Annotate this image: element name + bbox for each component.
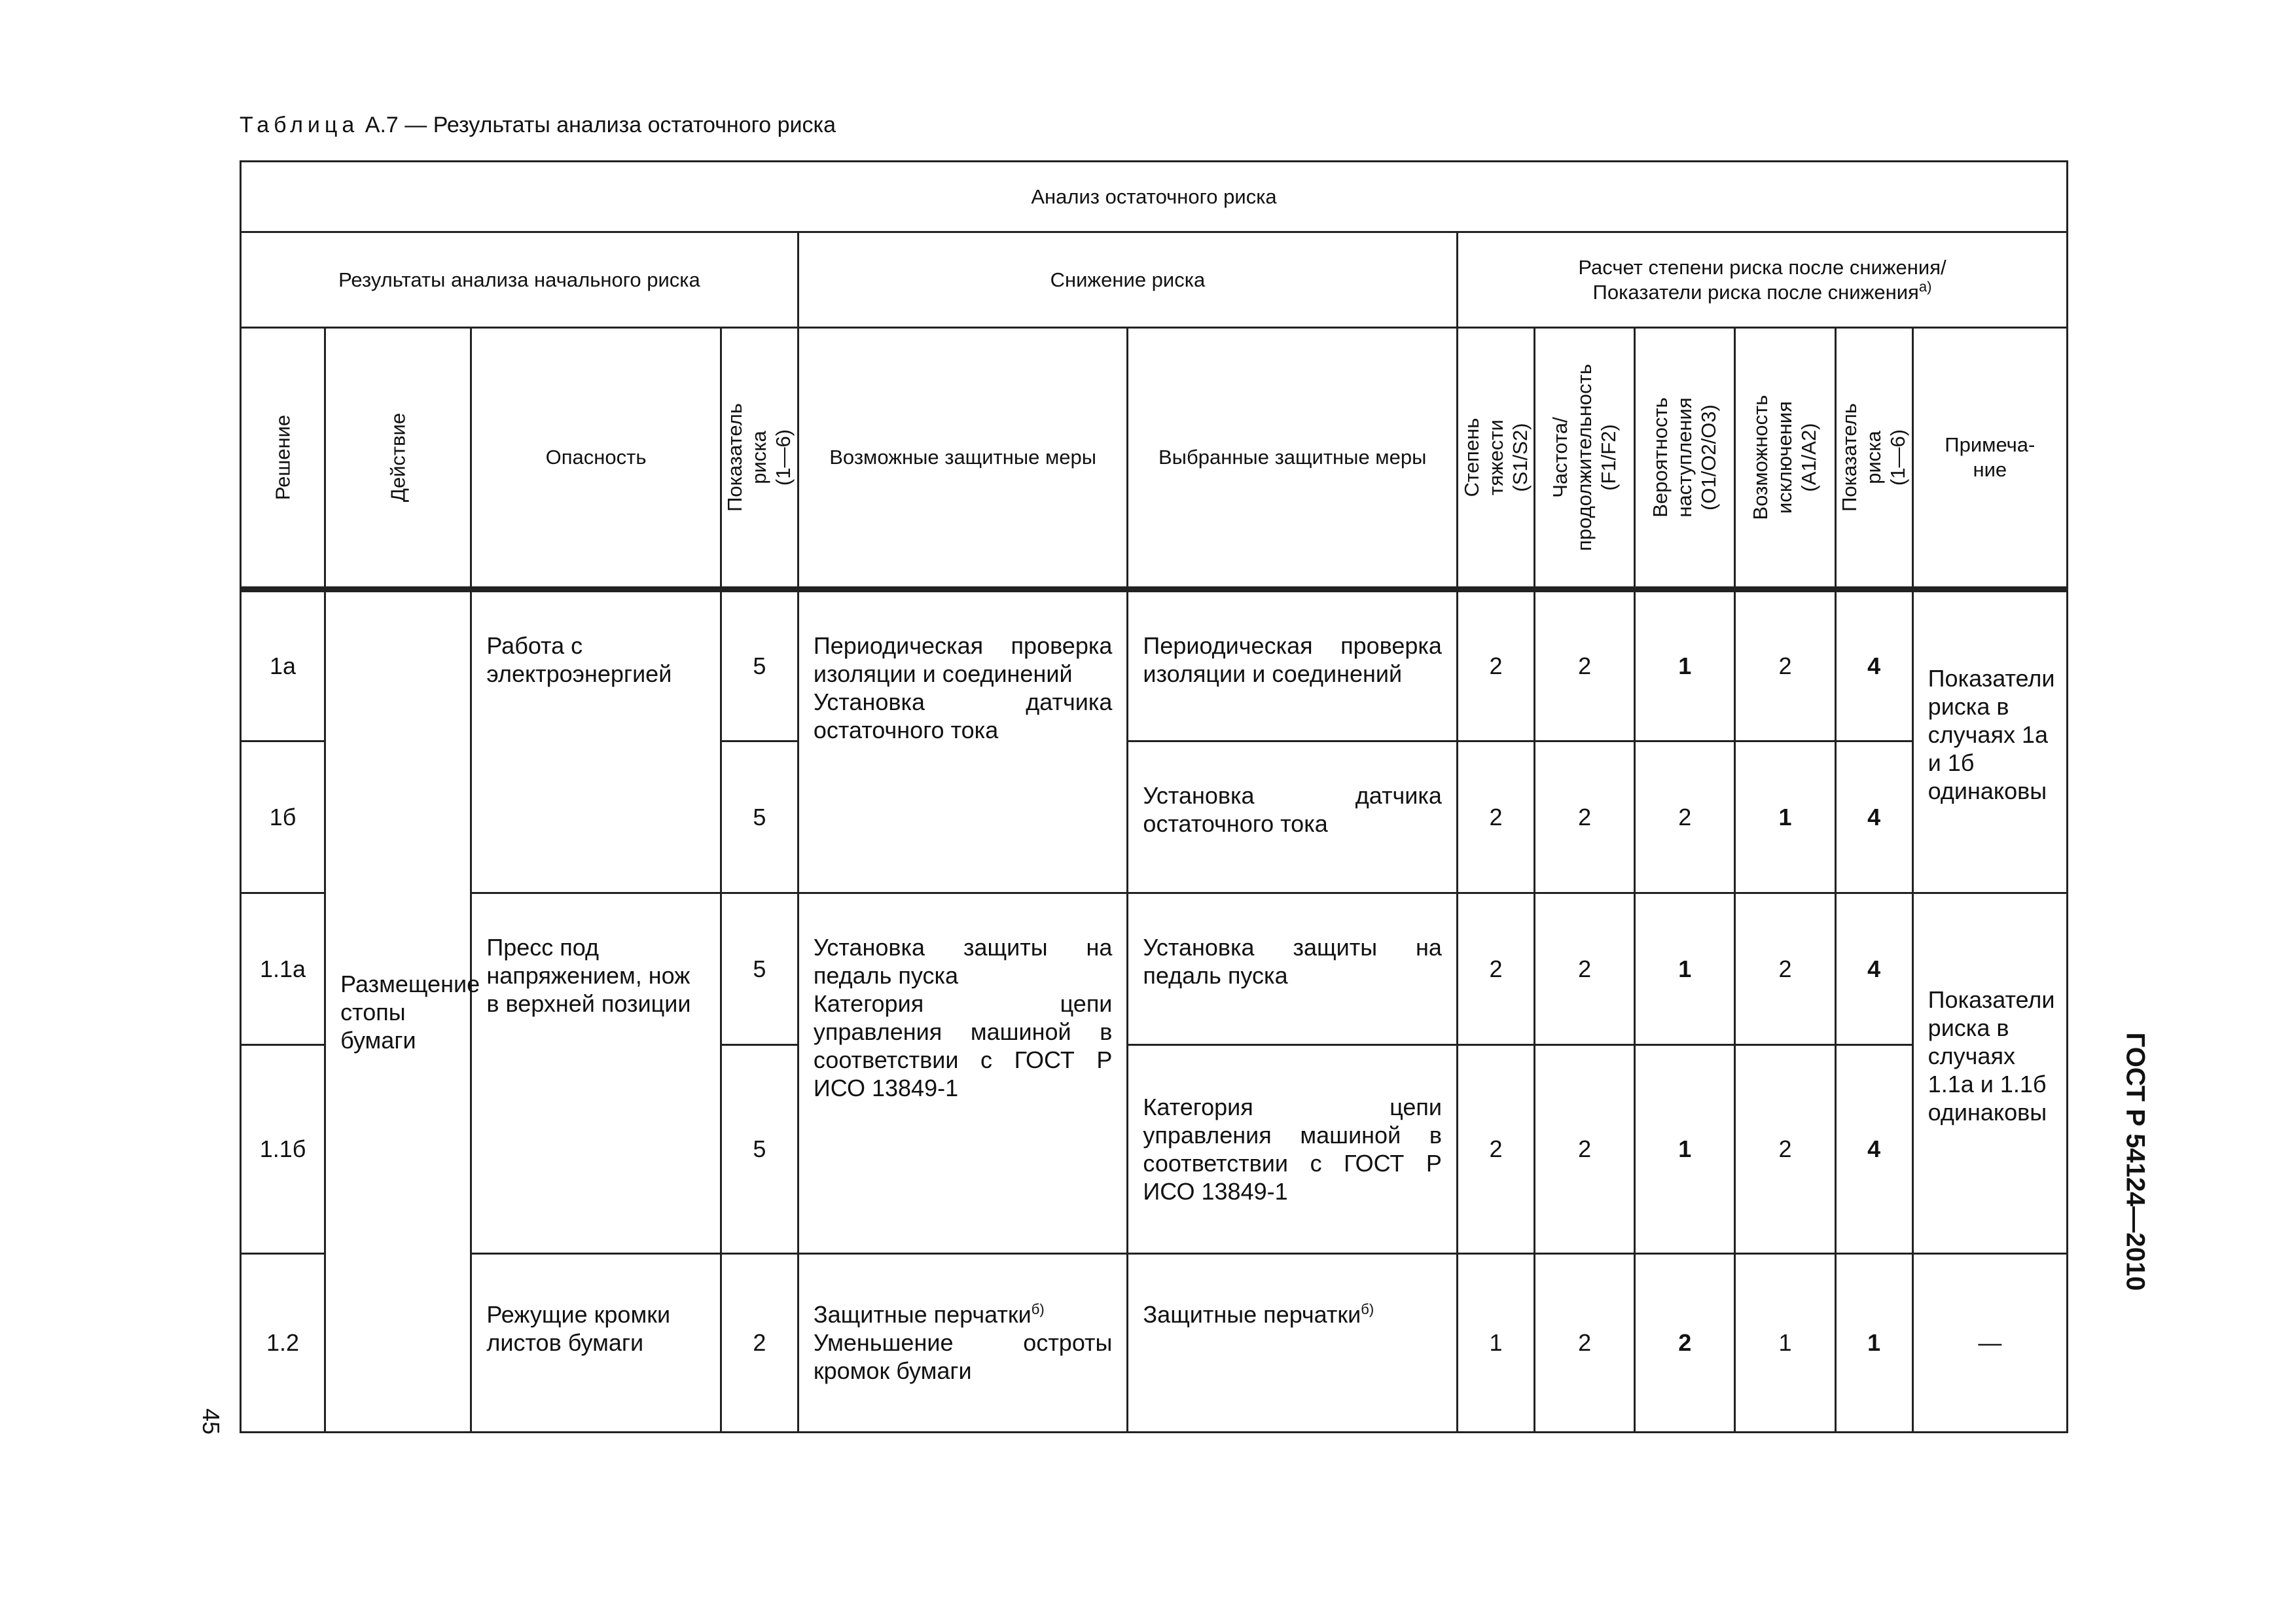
residual-risk-table xyxy=(240,160,2068,1433)
selected-measures-cell xyxy=(1128,1254,1458,1433)
footnote-b-mark: б) xyxy=(1031,1301,1045,1317)
severity-cell: 2 xyxy=(1457,741,1534,893)
risk-index-cell: 5 xyxy=(721,893,798,1045)
header-possible-measures: Возможные защитные меры xyxy=(798,328,1128,590)
selected-gloves: Защитные перчатки xyxy=(1143,1301,1361,1328)
risk-after-cell: 4 xyxy=(1835,1045,1912,1254)
header-risk-after xyxy=(1835,328,1912,590)
risk-after-cell: 1 xyxy=(1835,1254,1912,1433)
severity-cell: 1 xyxy=(1457,1254,1534,1433)
probability-cell: 2 xyxy=(1635,1254,1735,1433)
risk-index-cell: 2 xyxy=(721,1254,798,1433)
page-number: 45 xyxy=(198,1408,224,1435)
possible-gloves: Защитные перчатки xyxy=(813,1301,1031,1328)
header-risk-calculation xyxy=(1457,232,2067,328)
header-frequency-label: Частота/ продолжительность (F1/F2) xyxy=(1549,364,1621,551)
probability-cell: 1 xyxy=(1635,893,1735,1045)
avoidance-cell: 2 xyxy=(1735,590,1835,741)
header-note: Примеча- ние xyxy=(1912,328,2067,590)
note-cell: Показатели риска в случаях 1.1а и 1.1б одинаковы xyxy=(1912,893,2067,1254)
selected-measures-cell: Установка защиты на педаль пуска xyxy=(1128,893,1458,1045)
header-severity-label: Степень тяжести (S1/S2) xyxy=(1460,418,1532,497)
caption-number: А.7 xyxy=(365,113,399,137)
note-cell: Показатели риска в случаях 1а и 1б одинаковы xyxy=(1912,590,2067,893)
selected-measures-cell: Установка датчика остаточного тока xyxy=(1128,741,1458,893)
table-row xyxy=(241,1254,2068,1433)
severity-cell: 2 xyxy=(1457,893,1534,1045)
header-calc-line1: Расчет степени риска после снижения/ xyxy=(1578,255,1946,279)
frequency-cell: 2 xyxy=(1535,1045,1635,1254)
probability-cell: 2 xyxy=(1635,741,1735,893)
header-probability-label: Вероятность наступления (О1/О2/О3) xyxy=(1649,397,1721,518)
risk-index-cell: 5 xyxy=(721,590,798,741)
risk-after-cell: 4 xyxy=(1835,590,1912,741)
header-risk-index-label: Показатель риска (1—6) xyxy=(723,403,795,512)
selected-measures-cell: Категория цепи управления машиной в соответствии с ГОСТ Р ИСО 13849-1 xyxy=(1128,1045,1458,1254)
avoidance-cell: 1 xyxy=(1735,1254,1835,1433)
risk-after-cell: 4 xyxy=(1835,893,1912,1045)
possible-edges: Уменьшение остроты кромок бумаги xyxy=(813,1329,1113,1384)
risk-index-cell: 5 xyxy=(721,1045,798,1254)
header-risk-after-label: Показатель риска (1—6) xyxy=(1838,403,1910,512)
caption-text: — Результаты анализа остаточного риска xyxy=(404,113,836,137)
avoidance-cell: 1 xyxy=(1735,741,1835,893)
risk-index-cell: 5 xyxy=(721,741,798,893)
table-row xyxy=(241,590,2068,741)
hazard-cell: Режущие кромки листов бумаги xyxy=(471,1254,721,1433)
possible-measures-cell: Установка защиты на педаль пуска Категория цепи управления машиной в соответствии с ГОСТ Р ИСО 13849-1 xyxy=(798,893,1128,1254)
header-avoidance xyxy=(1735,328,1835,590)
severity-cell: 2 xyxy=(1457,590,1534,741)
header-calc-line2: Показатели риска после снижения xyxy=(1592,280,1919,304)
selected-measures-cell: Периодическая проверка изоляции и соединений xyxy=(1128,590,1458,741)
decision-cell: 1.1б xyxy=(241,1045,325,1254)
header-initial-results: Результаты анализа начального риска xyxy=(241,232,798,328)
header-action-label: Действие xyxy=(386,412,410,503)
header-probability xyxy=(1635,328,1735,590)
note-cell: — xyxy=(1912,1254,2067,1433)
header-hazard: Опасность xyxy=(471,328,721,590)
avoidance-cell: 2 xyxy=(1735,893,1835,1045)
table-row xyxy=(241,893,2068,1045)
decision-cell: 1.2 xyxy=(241,1254,325,1433)
hazard-cell: Работа с электроэнергией xyxy=(471,590,721,893)
possible-measures-cell xyxy=(798,1254,1128,1433)
header-decision xyxy=(241,328,325,590)
header-severity xyxy=(1457,328,1534,590)
frequency-cell: 2 xyxy=(1535,893,1635,1045)
probability-cell: 1 xyxy=(1635,1045,1735,1254)
possible-measures-cell: Периодическая проверка изоляции и соединений Установка датчика остаточного тока xyxy=(798,590,1128,893)
header-action xyxy=(325,328,471,590)
footnote-b-mark: б) xyxy=(1361,1301,1374,1317)
probability-cell: 1 xyxy=(1635,590,1735,741)
decision-cell: 1а xyxy=(241,590,325,741)
decision-cell: 1б xyxy=(241,741,325,893)
header-risk-index xyxy=(721,328,798,590)
hazard-cell: Пресс под напряжением, нож в верхней позиции xyxy=(471,893,721,1254)
header-frequency xyxy=(1535,328,1635,590)
standard-designation: ГОСТ Р 54124—2010 xyxy=(2121,1032,2150,1291)
footnote-a-mark: а) xyxy=(1918,278,1932,295)
header-residual-analysis: Анализ остаточного риска xyxy=(241,162,2068,232)
frequency-cell: 2 xyxy=(1535,741,1635,893)
header-selected-measures: Выбранные защитные меры xyxy=(1128,328,1458,590)
header-risk-reduction: Снижение риска xyxy=(798,232,1457,328)
frequency-cell: 2 xyxy=(1535,1254,1635,1433)
frequency-cell: 2 xyxy=(1535,590,1635,741)
action-cell: Размещение стопы бумаги xyxy=(325,590,471,1433)
decision-cell: 1.1а xyxy=(241,893,325,1045)
header-avoidance-label: Возможность исключения (А1/А2) xyxy=(1749,395,1821,520)
avoidance-cell: 2 xyxy=(1735,1045,1835,1254)
severity-cell: 2 xyxy=(1457,1045,1534,1254)
header-decision-label: Решение xyxy=(271,414,295,501)
caption-prefix: Таблица xyxy=(240,113,359,137)
risk-after-cell: 4 xyxy=(1835,741,1912,893)
table-caption xyxy=(240,113,836,138)
